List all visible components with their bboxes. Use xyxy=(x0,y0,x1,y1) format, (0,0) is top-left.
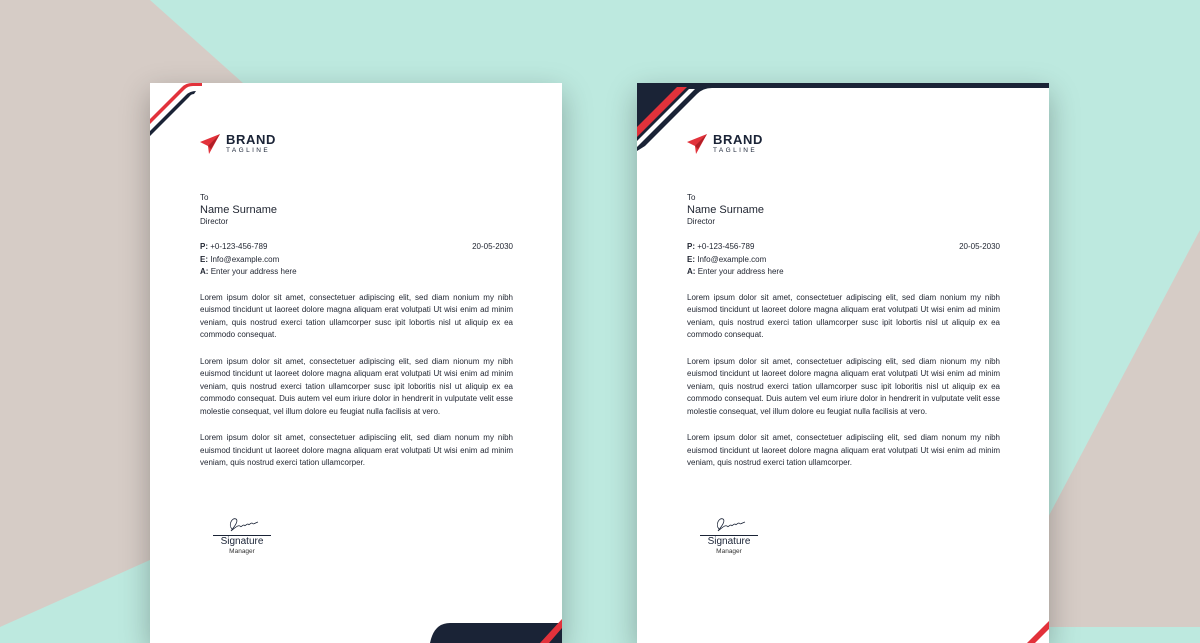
paper-plane-icon xyxy=(687,134,707,154)
body-paragraph-2: Lorem ipsum dolor sit amet, consectetuer adipiscing elit, sed diam nionum my nibh euismod tincidunt ut laoreet dolore magna aliquam erat volutpati Ut wisi enim ad minim veniam, quis nostrud exerci tation ullamcorper susc ipit loboritis nisl ut aliquip ex ea commodo consequat. Duis autem vel eum iriure dolor in hendrerit in vulputate velit esse molestie consequat, vel illum dolore eu feugiat nulla facilisis at vero. xyxy=(687,356,1000,416)
brand-name: BRAND xyxy=(713,132,763,147)
to-label: To xyxy=(200,193,209,202)
signature-block xyxy=(699,513,759,556)
letter-date: 20-05-2030 xyxy=(472,242,513,251)
phone-label: P: xyxy=(200,242,208,251)
brand-logo xyxy=(200,133,276,155)
letter-body xyxy=(687,193,1000,470)
address-line xyxy=(200,266,297,279)
body-paragraph-3: Lorem ipsum dolor sit amet, consectetuer adipisciing elit, sed diam nonum my nibh euismod tincidunt ut laoreet dolore magna aliquam erat volutpati Ut wisi enim ad minim veniam, quis nostrud exerci tation ullamcorper. xyxy=(687,433,1000,467)
handwritten-signature xyxy=(222,513,262,535)
paper-plane-icon xyxy=(200,134,220,154)
phone-line xyxy=(200,241,297,254)
phone-value: +0-123-456-789 xyxy=(210,242,268,251)
brand-logo xyxy=(687,133,763,155)
letterhead-right xyxy=(637,83,1049,643)
letter-body xyxy=(200,193,513,470)
signature-role: Manager xyxy=(229,548,255,555)
contact-row xyxy=(687,241,1000,279)
signature-block xyxy=(212,513,272,556)
email-value: Info@example.com xyxy=(210,254,280,264)
email-value: Info@example.com xyxy=(697,254,767,264)
letter-date: 20-05-2030 xyxy=(959,242,1000,251)
signature-role: Manager xyxy=(716,548,742,555)
letterhead-left xyxy=(150,83,562,643)
brand-tagline: TAGLINE xyxy=(226,147,271,154)
address-line xyxy=(687,266,784,279)
bottom-corner-red xyxy=(1027,621,1049,643)
phone-value: +0-123-456-789 xyxy=(697,242,755,251)
address-value: Enter your address here xyxy=(697,267,784,276)
phone-line xyxy=(687,241,784,254)
address-label: A: xyxy=(687,267,696,276)
recipient-title: Director xyxy=(687,217,716,226)
recipient-name: Name Surname xyxy=(200,204,278,216)
phone-label: P: xyxy=(687,242,695,251)
body-paragraph-2: Lorem ipsum dolor sit amet, consectetuer adipiscing elit, sed diam nionum my nibh euismod tincidunt ut laoreet dolore magna aliquam erat volutpati Ut wisi enim ad minim veniam, quis nostrud exerci tation ullamcorper susc ipit loboritis nisl ut aliquip ex ea commodo consequat. Duis autem vel eum iriure dolor in hendrerit in vulputate velit esse molestie consequat, vel illum dolore eu feugiat nulla facilisis at vero. xyxy=(200,356,513,416)
signature-name: Signature xyxy=(220,536,264,547)
contact-list xyxy=(687,241,784,279)
email-line xyxy=(687,254,784,267)
handwritten-signature xyxy=(709,513,749,535)
body-paragraph-3: Lorem ipsum dolor sit amet, consectetuer adipisciing elit, sed diam nonum my nibh euismod tincidunt ut laoreet dolore magna aliquam erat volutpati Ut wisi enim ad minim veniam, quis nostrud exerci tation ullamcorper. xyxy=(200,433,513,467)
contact-row xyxy=(200,241,513,279)
body-paragraph-1: Lorem ipsum dolor sit amet, consectetuer adipiscing elit, sed diam nonium my nibh euismod tincidunt ut laoreet dolore magna aliquam erat volutpati Ut wisi enim ad minim veniam, quis nostrud exerci tation ullamcorper susc ipit lobortis nisl ut aliquip ex ea commodo consequat. xyxy=(687,292,1000,339)
address-label: A: xyxy=(200,267,209,276)
signature-name: Signature xyxy=(707,536,751,547)
bottom-corner-navy xyxy=(430,623,562,643)
email-line xyxy=(200,254,297,267)
to-label: To xyxy=(687,193,696,202)
email-label: E: xyxy=(200,254,208,264)
body-paragraph-1: Lorem ipsum dolor sit amet, consectetuer adipiscing elit, sed diam nonium my nibh euismod tincidunt ut laoreet dolore magna aliquam erat volutpati Ut wisi enim ad minim veniam, quis nostrud exerci tation ullamcorper susc ipit lobortis nisl ut aliquip ex ea commodo consequat. xyxy=(200,292,513,339)
brand-name: BRAND xyxy=(226,132,276,147)
email-label: E: xyxy=(687,254,695,264)
contact-list xyxy=(200,241,297,279)
recipient-name: Name Surname xyxy=(687,204,765,216)
address-value: Enter your address here xyxy=(210,267,297,276)
recipient-title: Director xyxy=(200,217,229,226)
brand-tagline: TAGLINE xyxy=(713,147,758,154)
top-corner-red-stripe xyxy=(150,83,202,124)
